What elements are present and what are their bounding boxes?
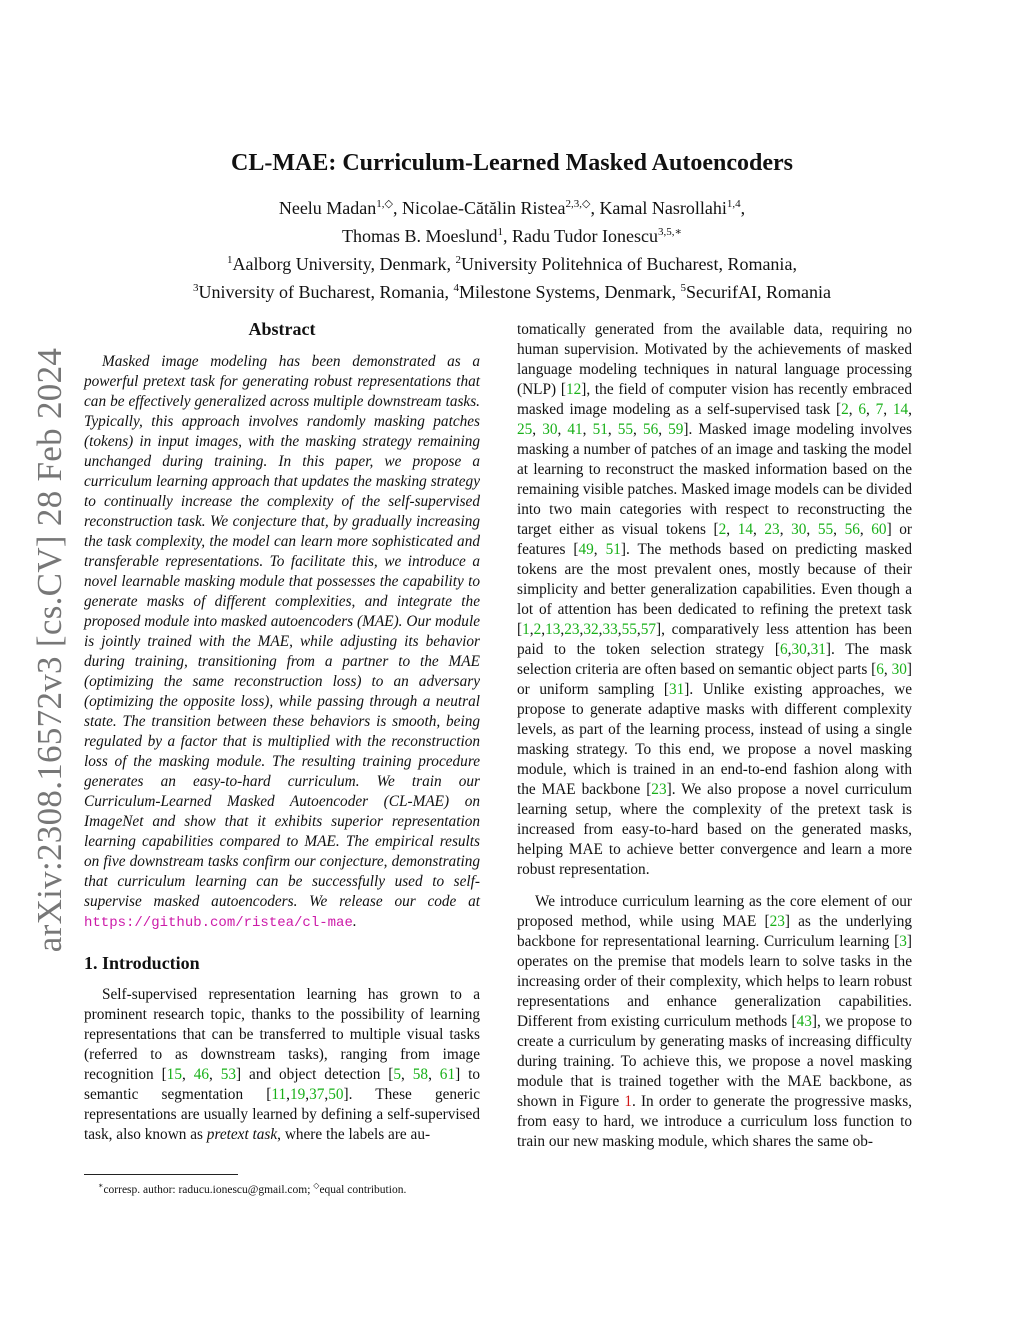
paragraph-text: , — [607, 421, 618, 438]
author-sup: 1,◇ — [376, 198, 394, 210]
paragraph-text: , — [866, 401, 876, 418]
citation-link[interactable]: 49 — [578, 541, 594, 558]
paragraph-text: , — [636, 621, 641, 638]
footnote-rule — [84, 1174, 238, 1175]
abstract-heading: Abstract — [248, 319, 316, 339]
paragraph-text: , — [883, 401, 893, 418]
citation-link[interactable]: 30 — [791, 521, 807, 538]
footnote-text-corresponding: corresp. author: raducu.ionescu@gmail.com; — [103, 1183, 314, 1196]
author-sup: 2,3,◇ — [565, 198, 591, 210]
paragraph-text: , — [779, 521, 792, 538]
affiliations-line-1: $^1$Aalborg University, Denmark, $^2$University Politehnica of Bucharest, Romania, — [227, 254, 797, 274]
paragraph-text: ], the field of computer vision has recently embraced masked image modeling as a self-supervised task [ — [517, 381, 912, 418]
author-name: Radu Tudor Ionescu — [512, 226, 659, 246]
right-column — [517, 320, 912, 1152]
citation-link[interactable]: 13 — [545, 621, 561, 638]
authors-line-1: Neelu Madan$^{1,◇}$, Nicolae-Cătălin Ristea$^{2,3,◇}$, Kamal Nasrollahi$^{1,4}$, — [278, 198, 746, 218]
citation-link[interactable]: 1 — [522, 621, 530, 638]
paragraph-text: , — [726, 521, 738, 538]
citation-link[interactable]: 30 — [542, 421, 558, 438]
figure-link[interactable]: 1 — [624, 1093, 632, 1110]
arxiv-sidebar — [20, 347, 80, 953]
paragraph-text: ] or features [ — [517, 521, 913, 558]
citation-link[interactable]: 6 — [876, 661, 884, 678]
paragraph-text: , — [617, 621, 622, 638]
affiliation-sup: 1 — [227, 254, 233, 266]
paragraph-text: , — [286, 1086, 290, 1103]
citation-link[interactable]: 51 — [592, 421, 608, 438]
affiliation-name: University of Bucharest, Romania — [198, 282, 445, 302]
author-block — [0, 192, 1024, 304]
affiliation-name: Milestone Systems, Denmark — [459, 282, 672, 302]
citation-link[interactable]: 30 — [891, 661, 907, 678]
citation-link[interactable]: 11 — [271, 1086, 287, 1103]
citation-link[interactable]: 19 — [289, 1086, 306, 1103]
affiliation-sup: 4 — [453, 282, 459, 294]
paragraph-text: , — [305, 1086, 310, 1103]
affiliation-sup: 5 — [680, 282, 686, 294]
author-sup: 1 — [497, 226, 503, 238]
author-sup: 1,4 — [726, 198, 741, 210]
abstract-body: Masked image modeling has been demonstrated as a powerful pretext task for generating robust representations that can be effectively generalized across multiple downstream tasks. Typically, this approach involves randomly masking patches (tokens) in input images, with the masking strategy remaining unchanged during training. In this paper, we propose a curriculum learning approach that updates the masking strategy to continually increase the complexity of the self-supervised reconstruction task. We conjecture that, by gradually increasing the task complexity, the model can learn more sophisticated and transferable representations. To facilitate this, we introduce a novel learnable masking module that possesses the capability to generate masks of different complexities, and integrate the proposed module into masked autoencoders (MAE). Our module is jointly trained with the MAE, while adjusting its behavior during training, transitioning from a partner to the MAE (optimizing the same reconstruction loss) to an adversary (optimizing the opposite loss), while passing through a neutral state. The transition between these behaviors is smooth, being regulated by a factor that is multiplied with the reconstruction loss of the masking module. The resulting training procedure generates an easy-to-hard curriculum. We train our Curriculum-Learned Masked Autoencoder (CL-MAE) on ImageNet and show that it exhibits superior representation learning capabilities compared to MAE. The empirical results on five downstream tasks confirm our conjecture, demonstrating that curriculum learning can be successfully used to self-supervise masked autoencoders. We release our code at — [84, 353, 480, 910]
citation-link[interactable]: 60 — [871, 521, 887, 538]
citation-link[interactable]: 53 — [220, 1066, 237, 1083]
citation-link[interactable]: 41 — [567, 421, 583, 438]
citation-link[interactable]: 12 — [565, 381, 582, 398]
paragraph-text: Self-supervised representation learning has grown to a prominent research topic, thanks to the possibility of learning representations that can be transferred to multiple visual tasks (referred to as downstream tasks), ranging from image recognition [ — [84, 986, 480, 1083]
citation-link[interactable]: 55 — [617, 421, 634, 438]
paragraph-text: , — [598, 621, 603, 638]
paragraph-text: , — [557, 421, 568, 438]
paragraph-text: ] as the underlying backbone for representational learning. Curriculum learning [ — [517, 913, 912, 950]
citation-link[interactable]: 14 — [892, 401, 909, 418]
author-name: Nicolae-Cătălin Ristea — [402, 198, 566, 218]
authors-line-2: Thomas B. Moeslund$^1$, Radu Tudor Ionescu$^{3,5,∗}$ — [342, 226, 682, 246]
citation-link[interactable]: 59 — [668, 421, 684, 438]
intro-paragraph-1 — [84, 985, 480, 1145]
citation-link[interactable]: 23 — [764, 521, 780, 538]
paragraph-text: We introduce curriculum learning as the core element of our proposed method, while using MAE [ — [517, 893, 912, 930]
citation-link[interactable]: 55 — [817, 521, 834, 538]
paragraph-text: ]. The mask selection criteria are often based on semantic object parts [ — [517, 641, 912, 678]
paragraph-text: ], we propose to create a curriculum by generating masks of increasing difficulty during training. To achieve this, we propose a novel masking module that is trained together with the MAE backbone, as shown in Figure — [517, 1013, 912, 1110]
abstract-text — [84, 352, 480, 933]
paragraph-text: , — [541, 621, 546, 638]
citation-link[interactable]: 56 — [844, 521, 860, 538]
affiliation-name: University Politehnica of Bucharest, Romania — [461, 254, 793, 274]
paragraph-text: , — [806, 521, 818, 538]
citation-link[interactable]: 31 — [810, 641, 826, 658]
paragraph-text: , — [181, 1066, 194, 1083]
paragraph-text: tomatically generated from the available data, requiring no human supervision. Motivated by the achievements of masked language modeling techniques in natural language processing (NLP) [ — [517, 321, 912, 398]
citation-link[interactable]: 61 — [439, 1066, 456, 1083]
paper-title: CL-MAE: Curriculum-Learned Masked Autoencoders — [231, 150, 793, 176]
paragraph-text: , — [752, 521, 765, 538]
citation-link[interactable]: 25 — [517, 421, 533, 438]
paragraph-text: , — [582, 421, 593, 438]
author-name: Neelu Madan — [278, 198, 377, 218]
citation-link[interactable]: 23 — [651, 781, 667, 798]
paragraph-text: , — [883, 661, 892, 678]
author-name: Kamal Nasrollahi — [599, 198, 727, 218]
footnote-text-equal: equal contribution. — [319, 1183, 407, 1196]
paragraph-text: , — [848, 401, 859, 418]
intro-paragraph-2 — [517, 320, 912, 880]
affiliation-name: SecurifAI, Romania — [685, 282, 831, 302]
paragraph-text: . In order to generate the progressive masks, from easy to hard, we introduce a curriculum loss function to train our new masking module, which shares the same ob- — [517, 1093, 912, 1150]
paragraph-text: ]. We also propose a novel curriculum learning setup, where the complexity of the pretext task is increased from easy-to-hard based on the generated masks, helping MAE to achieve better convergence and learn a more robust representation. — [517, 781, 913, 878]
left-column — [84, 318, 480, 1145]
paragraph-text: , where the labels are au- — [277, 1126, 431, 1143]
citation-link[interactable]: 30 — [791, 641, 807, 658]
citation-link[interactable]: 33 — [602, 621, 618, 638]
citation-link[interactable]: 6 — [858, 401, 867, 418]
paragraph-text: ] or uniform sampling [ — [517, 661, 912, 698]
citation-link[interactable]: 46 — [193, 1066, 209, 1083]
citation-link[interactable]: 43 — [796, 1013, 812, 1030]
emphasis-text: pretext task — [206, 1126, 278, 1143]
citation-link[interactable]: 2 — [718, 521, 727, 538]
citation-link[interactable]: 2 — [841, 401, 849, 418]
paragraph-text: ], comparatively less attention has been paid to the token selection strategy [ — [517, 621, 912, 658]
arxiv-id: arXiv:2308.16572v3 [cs.CV] 28 Feb 2024 — [30, 347, 69, 953]
citation-link[interactable]: 50 — [328, 1086, 344, 1103]
citation-link[interactable]: 51 — [605, 541, 621, 558]
paragraph-text: ]. The methods based on predicting masked tokens are the most prevalent ones, mostly because of their simplicity and better generalization capabilities. Even though a lot of attention has been dedicated to refining the pretext task [ — [517, 541, 913, 638]
affiliations-line-2: $^3$University of Bucharest, Romania, $^4$Milestone Systems, Denmark, $^5$SecurifAI, Romania — [193, 282, 831, 302]
paragraph-text: , — [532, 421, 543, 438]
author-name: Thomas B. Moeslund — [342, 226, 498, 246]
paragraph-text: , — [324, 1086, 329, 1103]
paragraph-text: , — [529, 621, 534, 638]
abstract-end: . — [352, 913, 357, 930]
paragraph-text: ] operates on the premise that models learn to solve tasks in the increasing order of their complexity, which helps to learn robust representations and enhance generalization capabilities. Different from existing curriculum methods [ — [517, 933, 912, 1030]
affiliation-name: Aalborg University, Denmark — [232, 254, 447, 274]
citation-link[interactable]: 58 — [412, 1066, 429, 1083]
paragraph-text: , — [806, 641, 811, 658]
citation-link[interactable]: 23 — [769, 913, 785, 930]
footnote — [98, 1178, 406, 1198]
footnote-mark-equal: ◇ — [313, 1181, 320, 1190]
paragraph-text: , — [209, 1066, 221, 1083]
paragraph-text: , — [833, 521, 845, 538]
footnote-mark-corresponding: ∗ — [98, 1181, 104, 1190]
paragraph-text: ]. These generic representations are usually learned by defining a self-supervised task, also known as — [84, 1086, 480, 1143]
intro-paragraph-3 — [517, 892, 912, 1152]
paragraph-text: ] to semantic segmentation [ — [84, 1066, 480, 1103]
paragraph-text: ]. Unlike existing approaches, we propose to generate adaptive masks with different complexity levels, as part of the learning process, instead of using a single masking strategy. To this end, we propose a novel masking module, which is trained in an end-to-end fashion along with the MAE backbone [ — [517, 681, 912, 798]
citation-link[interactable]: 7 — [875, 401, 884, 418]
citation-link[interactable]: 5 — [393, 1066, 402, 1083]
code-link[interactable]: https://github.com/ristea/cl-mae — [84, 915, 353, 931]
paragraph-text: , — [593, 541, 606, 558]
citation-link[interactable]: 6 — [779, 641, 788, 658]
section-heading-introduction: 1. Introduction — [84, 953, 200, 973]
citation-link[interactable]: 14 — [737, 521, 753, 538]
paragraph-text: , — [560, 621, 565, 638]
paragraph-text: , — [579, 621, 584, 638]
paragraph-text: , — [401, 1066, 413, 1083]
paragraph-text: , — [908, 401, 912, 418]
paragraph-text: , — [428, 1066, 440, 1083]
paragraph-text: , — [787, 641, 792, 658]
citation-link[interactable]: 37 — [309, 1086, 325, 1103]
paragraph-text: ]. Masked image modeling involves masking a number of patches of an image and tasking the model at learning to reconstruct the masked information based on the remaining visible patches. Masked image models can be divided into two main categories with respect to reconstructing the target either as visual tokens [ — [517, 421, 912, 538]
citation-link[interactable]: 15 — [166, 1066, 182, 1083]
citation-link[interactable]: 23 — [564, 621, 580, 638]
citation-link[interactable]: 55 — [621, 621, 637, 638]
citation-link[interactable]: 2 — [533, 621, 542, 638]
citation-link[interactable]: 56 — [642, 421, 659, 438]
paragraph-text: , — [633, 421, 643, 438]
affiliation-sup: 3 — [193, 282, 199, 294]
paragraph-text: , — [859, 521, 872, 538]
citation-link[interactable]: 3 — [899, 933, 907, 950]
paragraph-text: ] and object detection [ — [236, 1066, 394, 1083]
paragraph-text: , — [658, 421, 669, 438]
citation-link[interactable]: 32 — [583, 621, 599, 638]
citation-link[interactable]: 57 — [640, 621, 656, 638]
citation-link[interactable]: 31 — [668, 681, 685, 698]
affiliation-sup: 2 — [455, 254, 461, 266]
author-sup: 3,5,∗ — [658, 226, 682, 238]
